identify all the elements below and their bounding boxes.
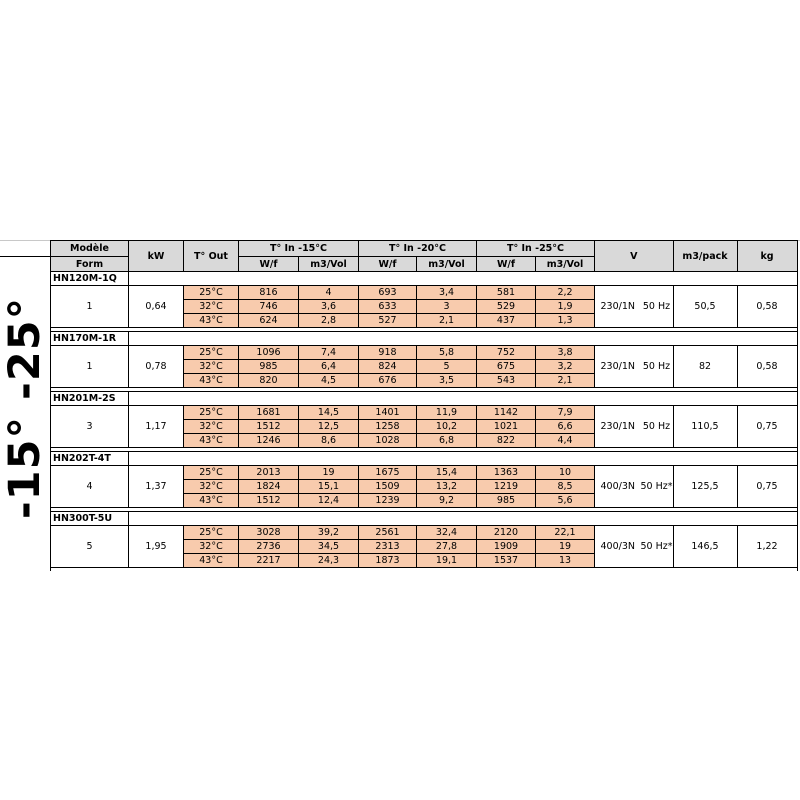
wf-15-cell: 1246	[239, 434, 299, 448]
m3-pack-cell: 50,5	[673, 286, 737, 328]
wf-15-cell: 1512	[239, 494, 299, 508]
m3vol-20-cell: 3,5	[417, 374, 477, 388]
header-kg: kg	[737, 241, 797, 272]
m3vol-25-cell: 5,6	[536, 494, 595, 508]
m3-pack-cell: 125,5	[673, 466, 737, 508]
header-form: Form	[51, 257, 129, 272]
t-out-cell: 25°C	[184, 286, 239, 300]
model-name: HN300T-5U	[51, 512, 129, 526]
wf-25-cell: 1142	[477, 406, 536, 420]
m3vol-15-cell: 12,5	[299, 420, 359, 434]
m3vol-15-cell: 8,6	[299, 434, 359, 448]
m3vol-25-cell: 2,1	[536, 374, 595, 388]
model-name-row-spacer	[129, 512, 798, 526]
wf-20-cell: 1028	[359, 434, 417, 448]
wf-25-cell: 822	[477, 434, 536, 448]
t-out-cell: 32°C	[184, 480, 239, 494]
wf-15-cell: 1512	[239, 420, 299, 434]
t-out-cell: 43°C	[184, 374, 239, 388]
form-cell: 4	[51, 466, 129, 508]
wf-25-cell: 1219	[477, 480, 536, 494]
wf-20-cell: 2313	[359, 540, 417, 554]
t-out-cell: 43°C	[184, 554, 239, 568]
model-name-row	[51, 452, 798, 466]
wf-20-cell: 824	[359, 360, 417, 374]
wf-25-cell: 2120	[477, 526, 536, 540]
wf-20-cell: 633	[359, 300, 417, 314]
m3vol-15-cell: 19	[299, 466, 359, 480]
m3vol-15-cell: 7,4	[299, 346, 359, 360]
wf-15-cell: 985	[239, 360, 299, 374]
m3vol-25-cell: 13	[536, 554, 595, 568]
header-m3vol-20: m3/Vol	[417, 257, 477, 272]
header-wf-25: W/f	[477, 257, 536, 272]
wf-25-cell: 1909	[477, 540, 536, 554]
model-name-row-spacer	[129, 452, 798, 466]
wf-20-cell: 1675	[359, 466, 417, 480]
t-out-cell: 25°C	[184, 406, 239, 420]
wf-20-cell: 693	[359, 286, 417, 300]
wf-20-cell: 1401	[359, 406, 417, 420]
kw-cell: 1,17	[129, 406, 184, 448]
m3vol-25-cell: 1,3	[536, 314, 595, 328]
voltage-cell: 230/1N	[595, 406, 641, 448]
specification-table	[50, 240, 798, 571]
model-name-row	[51, 512, 798, 526]
wf-25-cell: 985	[477, 494, 536, 508]
t-out-cell: 43°C	[184, 494, 239, 508]
form-cell: 1	[51, 286, 129, 328]
kg-cell: 1,22	[737, 526, 797, 568]
m3vol-20-cell: 13,2	[417, 480, 477, 494]
voltage-cell: 400/3N	[595, 466, 641, 508]
kw-cell: 0,78	[129, 346, 184, 388]
form-cell: 1	[51, 346, 129, 388]
model-name-row	[51, 332, 798, 346]
m3vol-15-cell: 4,5	[299, 374, 359, 388]
data-row	[51, 406, 798, 420]
m3vol-20-cell: 9,2	[417, 494, 477, 508]
model-name-row	[51, 392, 798, 406]
m3vol-25-cell: 6,6	[536, 420, 595, 434]
wf-20-cell: 1509	[359, 480, 417, 494]
m3vol-20-cell: 5	[417, 360, 477, 374]
frequency-cell: 50 Hz*	[641, 526, 674, 568]
header-voltage: V	[595, 241, 674, 272]
wf-15-cell: 1824	[239, 480, 299, 494]
data-row	[51, 286, 798, 300]
m3vol-15-cell: 4	[299, 286, 359, 300]
wf-20-cell: 676	[359, 374, 417, 388]
m3-pack-cell: 110,5	[673, 406, 737, 448]
header-wf-20: W/f	[359, 257, 417, 272]
m3vol-15-cell: 2,8	[299, 314, 359, 328]
m3vol-15-cell: 39,2	[299, 526, 359, 540]
m3vol-20-cell: 6,8	[417, 434, 477, 448]
m3vol-15-cell: 14,5	[299, 406, 359, 420]
wf-15-cell: 2217	[239, 554, 299, 568]
model-name-row-spacer	[129, 272, 798, 286]
voltage-cell: 230/1N	[595, 286, 641, 328]
data-row	[51, 466, 798, 480]
m3vol-15-cell: 34,5	[299, 540, 359, 554]
m3vol-15-cell: 24,3	[299, 554, 359, 568]
header-m3vol-25: m3/Vol	[536, 257, 595, 272]
kg-cell: 0,58	[737, 346, 797, 388]
t-out-cell: 25°C	[184, 526, 239, 540]
header-m3-pack: m3/pack	[673, 241, 737, 272]
wf-25-cell: 437	[477, 314, 536, 328]
m3vol-25-cell: 1,9	[536, 300, 595, 314]
form-cell: 5	[51, 526, 129, 568]
wf-20-cell: 527	[359, 314, 417, 328]
t-out-cell: 32°C	[184, 420, 239, 434]
frequency-cell: 50 Hz	[641, 286, 674, 328]
data-row	[51, 526, 798, 540]
wf-20-cell: 2561	[359, 526, 417, 540]
voltage-cell: 400/3N	[595, 526, 641, 568]
kg-cell: 0,75	[737, 406, 797, 448]
m3vol-20-cell: 15,4	[417, 466, 477, 480]
table-body	[51, 272, 798, 572]
t-out-cell: 25°C	[184, 466, 239, 480]
wf-25-cell: 543	[477, 374, 536, 388]
wf-15-cell: 816	[239, 286, 299, 300]
model-name-row	[51, 272, 798, 286]
wf-20-cell: 1873	[359, 554, 417, 568]
t-out-cell: 43°C	[184, 434, 239, 448]
m3vol-25-cell: 4,4	[536, 434, 595, 448]
kw-cell: 0,64	[129, 286, 184, 328]
header-row-1	[51, 241, 798, 257]
wf-20-cell: 918	[359, 346, 417, 360]
wf-25-cell: 581	[477, 286, 536, 300]
m3vol-25-cell: 8,5	[536, 480, 595, 494]
header-t-in-15: T° In -15°C	[239, 241, 359, 257]
wf-15-cell: 2736	[239, 540, 299, 554]
m3vol-20-cell: 27,8	[417, 540, 477, 554]
t-out-cell: 43°C	[184, 314, 239, 328]
wf-15-cell: 3028	[239, 526, 299, 540]
form-cell: 3	[51, 406, 129, 448]
kw-cell: 1,95	[129, 526, 184, 568]
header-t-in-20: T° In -20°C	[359, 241, 477, 257]
m3-pack-cell: 146,5	[673, 526, 737, 568]
kw-cell: 1,37	[129, 466, 184, 508]
t-out-cell: 25°C	[184, 346, 239, 360]
wf-25-cell: 529	[477, 300, 536, 314]
wf-25-cell: 1363	[477, 466, 536, 480]
frequency-cell: 50 Hz*	[641, 466, 674, 508]
wf-15-cell: 746	[239, 300, 299, 314]
m3vol-15-cell: 6,4	[299, 360, 359, 374]
data-row	[51, 346, 798, 360]
m3vol-20-cell: 19,1	[417, 554, 477, 568]
m3vol-20-cell: 32,4	[417, 526, 477, 540]
wf-15-cell: 820	[239, 374, 299, 388]
voltage-cell: 230/1N	[595, 346, 641, 388]
block-spacer-cell	[51, 568, 798, 572]
wf-20-cell: 1239	[359, 494, 417, 508]
m3vol-20-cell: 10,2	[417, 420, 477, 434]
wf-25-cell: 1537	[477, 554, 536, 568]
m3vol-25-cell: 19	[536, 540, 595, 554]
model-name: HN202T-4T	[51, 452, 129, 466]
m3vol-25-cell: 3,2	[536, 360, 595, 374]
temperature-range-label: -15° -25°	[0, 296, 50, 520]
wf-25-cell: 1021	[477, 420, 536, 434]
m3vol-15-cell: 15,1	[299, 480, 359, 494]
wf-15-cell: 1096	[239, 346, 299, 360]
m3-pack-cell: 82	[673, 346, 737, 388]
m3vol-20-cell: 2,1	[417, 314, 477, 328]
m3vol-20-cell: 3,4	[417, 286, 477, 300]
wf-20-cell: 1258	[359, 420, 417, 434]
kg-cell: 0,58	[737, 286, 797, 328]
header-t-in-25: T° In -25°C	[477, 241, 595, 257]
model-name: HN170M-1R	[51, 332, 129, 346]
m3vol-20-cell: 5,8	[417, 346, 477, 360]
m3vol-15-cell: 12,4	[299, 494, 359, 508]
t-out-cell: 32°C	[184, 360, 239, 374]
header-kw: kW	[129, 241, 184, 272]
model-name-row-spacer	[129, 392, 798, 406]
model-name: HN120M-1Q	[51, 272, 129, 286]
wf-25-cell: 752	[477, 346, 536, 360]
header-wf-15: W/f	[239, 257, 299, 272]
m3vol-25-cell: 10	[536, 466, 595, 480]
m3vol-25-cell: 7,9	[536, 406, 595, 420]
model-name: HN201M-2S	[51, 392, 129, 406]
t-out-cell: 32°C	[184, 540, 239, 554]
m3vol-25-cell: 2,2	[536, 286, 595, 300]
header-m3vol-15: m3/Vol	[299, 257, 359, 272]
wf-25-cell: 675	[477, 360, 536, 374]
model-name-row-spacer	[129, 332, 798, 346]
m3vol-25-cell: 22,1	[536, 526, 595, 540]
wf-15-cell: 1681	[239, 406, 299, 420]
m3vol-20-cell: 3	[417, 300, 477, 314]
block-spacer	[51, 568, 798, 572]
header-t-out: T° Out	[184, 241, 239, 272]
frequency-cell: 50 Hz	[641, 346, 674, 388]
t-out-cell: 32°C	[184, 300, 239, 314]
frequency-cell: 50 Hz	[641, 406, 674, 448]
kg-cell: 0,75	[737, 466, 797, 508]
wf-15-cell: 2013	[239, 466, 299, 480]
m3vol-15-cell: 3,6	[299, 300, 359, 314]
header-modele: Modèle	[51, 241, 129, 257]
m3vol-20-cell: 11,9	[417, 406, 477, 420]
wf-15-cell: 624	[239, 314, 299, 328]
m3vol-25-cell: 3,8	[536, 346, 595, 360]
